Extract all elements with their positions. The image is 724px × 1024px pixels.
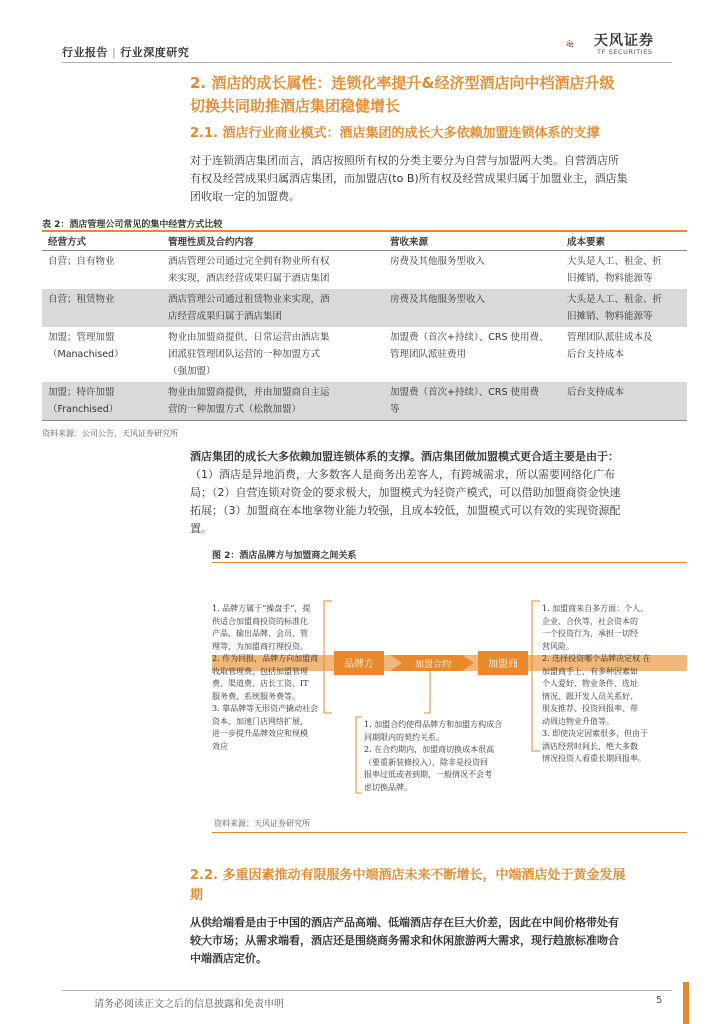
section-2-2-title-line-2: 期: [190, 888, 204, 903]
box-line: 加盟商手上，有多种因素如: [542, 666, 638, 676]
box-line: 效应: [212, 741, 228, 751]
cell-line: 大头是人工、租金、折: [567, 294, 663, 305]
box-line: 2. 作为回报，品牌方向加盟商: [212, 654, 319, 663]
brand-franchisee-diagram: [212, 565, 687, 803]
cell-line: 自营；自有物业: [48, 256, 115, 267]
cell-line: 酒店管理公司通过租赁物业来实现，酒: [168, 294, 330, 305]
table-header-cell: 经营方式: [42, 232, 162, 251]
cell-line: 房费及其他服务型收入: [390, 294, 486, 305]
middle-connector: [424, 671, 430, 713]
cell-line: 旧摊销、物料能源等: [567, 311, 653, 322]
table-row: [42, 327, 687, 382]
table-cell: [384, 327, 561, 382]
table-cell: [42, 382, 162, 421]
section-2-1-title: 2.1. 酒店行业商业模式：酒店集团的成长大多依赖加盟连锁体系的支撑: [190, 126, 600, 141]
box-line: 一个投资行为，承担一切经: [542, 629, 638, 638]
cell-line: （强加盟）: [168, 366, 216, 377]
cell-line: 加盟；特许加盟: [48, 387, 115, 398]
box-line: 1. 加盟商来自多方面：个人、: [542, 604, 649, 613]
franchise-reasons-paragraph: [190, 448, 690, 538]
table-cell: [384, 382, 561, 421]
table-row: [42, 382, 687, 421]
table-caption: 表 2：酒店管理公司常见的集中经营方式比较: [42, 220, 223, 230]
brand-description-box: [212, 603, 324, 753]
table-cell: [42, 289, 162, 327]
figure-top-rule: [212, 562, 687, 563]
breadcrumb-report-type: 行业报告: [62, 46, 108, 59]
contract-label: 加盟合约: [414, 660, 452, 670]
middle-bracket: [356, 717, 362, 793]
box-line: 企业、合伙等，社会资本的: [542, 616, 638, 626]
cell-line: 后台支持成本: [567, 349, 625, 360]
franchisee-label: 加盟商: [488, 659, 518, 670]
cell-line: 旧摊销、物料能源等: [567, 273, 653, 284]
figure-bottom-rule: [212, 832, 687, 833]
box-line: 供适合加盟商投资的标准化: [212, 616, 308, 626]
tf-logo-icon: [566, 26, 596, 62]
box-line: 费、渠道费、店长工资、IT: [212, 679, 309, 688]
box-line: 2. 在合约期内，加盟商切换成本很高: [364, 745, 495, 754]
breadcrumb-separator: |: [112, 46, 117, 59]
cell-line: 加盟费（首次+持续）、CRS 使用费、: [390, 332, 549, 343]
cell-line: 后台支持成本: [567, 387, 625, 398]
brand-label: 品牌方: [344, 659, 374, 670]
box-line: 2. 选择投资哪个品牌决定权 在: [542, 654, 651, 663]
section-2-1-paragraph: [190, 152, 690, 206]
box-line: 情况、跟开发人员关系好、: [542, 691, 638, 701]
table-source: 资料来源：公司公告，天风证券研究所: [42, 429, 178, 438]
box-line: 虑切换品牌。: [364, 782, 412, 792]
table-cell: [162, 289, 384, 327]
table-cell: [162, 251, 384, 290]
paragraph-line: 拓展；（3）加盟商在本地拿物业能力较强，且成本较低，加盟模式可以有效的实现资源配: [190, 504, 621, 517]
cell-line: 酒店管理公司通过完全拥有物业所有权: [168, 256, 330, 267]
logo-subtext: TF SECURITIES: [597, 48, 653, 56]
cell-line: （Manachised）: [48, 349, 124, 360]
box-line: 同期限内的契约关系。: [364, 732, 444, 742]
cell-line: 来实现，酒店经营成果归属于酒店集团: [168, 273, 330, 284]
breadcrumb: [62, 44, 189, 60]
cell-line: 大头是人工、租金、折: [567, 256, 663, 267]
paragraph-line: 置。: [190, 522, 212, 535]
section-2-title: [190, 72, 690, 118]
table-header-row: [42, 232, 687, 251]
table-cell: [561, 382, 687, 421]
paragraph-line: 酒店集团的成长大多依赖加盟连锁体系的支撑。酒店集团做加盟模式更合适主要是由于：: [190, 450, 619, 463]
cell-line: 加盟费（首次+持续）、CRS 使用费: [390, 387, 539, 398]
disclaimer-note: 请务必阅读正文之后的信息披露和免责申明: [94, 999, 284, 1010]
paragraph-line: 对于连锁酒店集团而言，酒店按照所有权的分类主要分为自营与加盟两大类。自营酒店所: [190, 154, 619, 167]
section-2-2-paragraph: [190, 914, 690, 968]
operations-table: [42, 232, 687, 421]
box-line: 资本、加速门店网络扩展，: [212, 716, 308, 726]
box-line: 情况投资人看重长期回报率。: [542, 754, 646, 763]
table-cell: [561, 327, 687, 382]
cell-line: 管理团队派驻成本及: [567, 332, 653, 343]
table-cell: [42, 251, 162, 290]
cell-line: 营的一种加盟方式（松散加盟）: [168, 404, 302, 415]
section-2-title-line-2: 切换共同助推酒店集团稳健增长: [190, 97, 401, 115]
box-line: 报率过低或者到期，一般情况不会考: [364, 770, 492, 779]
page-number: 5: [656, 995, 663, 1006]
figure-caption: 图 2：酒店品牌方与加盟商之间关系: [212, 551, 357, 561]
contract-description-box: [364, 719, 529, 794]
box-line: 动周边物业升值等。: [542, 716, 614, 726]
cell-line: （Franchised）: [48, 404, 119, 415]
box-line: 进一步提升品牌效应和规模: [212, 729, 308, 738]
table-cell: [162, 382, 384, 421]
box-line: 服务费、系统服务费等。: [212, 691, 300, 701]
cell-line: 团派驻管理团队运营的一种加盟方式: [168, 349, 321, 360]
header-divider: [62, 62, 672, 63]
cell-line: 房费及其他服务型收入: [390, 256, 486, 267]
table-header-cell: 管理性质及合约内容: [162, 232, 384, 251]
table-row: [42, 289, 687, 327]
franchisee-description-box: [542, 603, 684, 766]
box-line: 1. 加盟合约使得品牌方和加盟方构成合: [364, 720, 503, 729]
table-cell: [42, 327, 162, 382]
section-2-title-line-1: 2. 酒店的成长属性：连锁化率提升&经济型酒店向中档酒店升级: [190, 74, 615, 92]
table-cell: [561, 289, 687, 327]
cell-line: 等: [390, 404, 400, 415]
cell-line: 管理团队派驻费用: [390, 349, 467, 360]
logo-text: 天风证券: [594, 33, 654, 49]
breadcrumb-report-subtype: 行业深度研究: [120, 46, 190, 59]
paragraph-line: 中端酒店定价。: [190, 952, 267, 965]
cell-line: 自营；租赁物业: [48, 294, 115, 305]
paragraph-line: 局；（2）自营连锁对资金的要求极大，加盟模式为轻资产模式，可以借助加盟商资金快速: [190, 486, 621, 499]
box-line: 酒店经营时间长，绝大多数: [542, 741, 638, 751]
box-line: 产品，输出品牌、会员、管: [212, 629, 308, 638]
paragraph-line: 团收取一定的加盟费。: [190, 190, 300, 203]
section-2-2-title-line-1: 2.2. 多重因素推动有限服务中端酒店未来不断增长，中端酒店处于黄金发展: [190, 868, 626, 883]
table-header-cell: 营收来源: [384, 232, 561, 251]
paragraph-line: 有权及经营成果归属酒店集团，而加盟店(to B)所有权及经营成果归属于加盟业主，酒店集: [190, 172, 628, 185]
table-cell: [162, 327, 384, 382]
box-line: 3. 靠品牌等无形资产撬动社会: [212, 704, 319, 713]
box-line: 营风险。: [542, 641, 574, 651]
table-cell: [561, 251, 687, 290]
paragraph-line: 较大市场；从需求端看，酒店还是围绕商务需求和休闲旅游两大需求，现行趋旅标准吻合: [190, 934, 619, 947]
table-cell: [384, 251, 561, 290]
cell-line: 物业由加盟商提供、日常运营由酒店集: [168, 332, 330, 343]
table-header-cell: 成本要素: [561, 232, 687, 251]
footer-accent-bar: [683, 982, 689, 1024]
paragraph-line: （1）酒店是异地消费，大多数客人是商务出差客人，有跨城需求，所以需要网络化广布: [190, 468, 615, 481]
spacer-line: [356, 713, 362, 793]
table-row: [42, 251, 687, 290]
box-line: 朋友推荐、投资回报率、带: [542, 704, 638, 713]
box-line: 3. 即使决定因素很多，但由于: [542, 729, 649, 738]
right-bracket: [532, 601, 540, 751]
figure-source: 资料来源：天风证券研究所: [214, 819, 310, 828]
paragraph-line: 从供给端看是由于中国的酒店产品高端、低端酒店存在巨大价差，因此在中间价格带处有: [190, 916, 619, 929]
cell-line: 物业由加盟商提供，并由加盟商自主运: [168, 387, 330, 398]
cell-line: 加盟；管理加盟: [48, 332, 115, 343]
section-2-2-title: [190, 866, 690, 906]
box-line: （要重新装修投入），除非是投资回: [364, 757, 488, 767]
box-line: 理等，为加盟商打理投资。: [212, 641, 308, 651]
box-line: 个人爱好、物业条件、选址: [542, 679, 638, 688]
footer-divider: [62, 990, 672, 991]
table-cell: [384, 289, 561, 327]
box-line: 1. 品牌方属于“操盘手”，提: [212, 604, 311, 613]
box-line: 收取管理费，包括加盟管理: [212, 666, 308, 676]
cell-line: 店经营成果归属于酒店集团: [168, 311, 283, 322]
